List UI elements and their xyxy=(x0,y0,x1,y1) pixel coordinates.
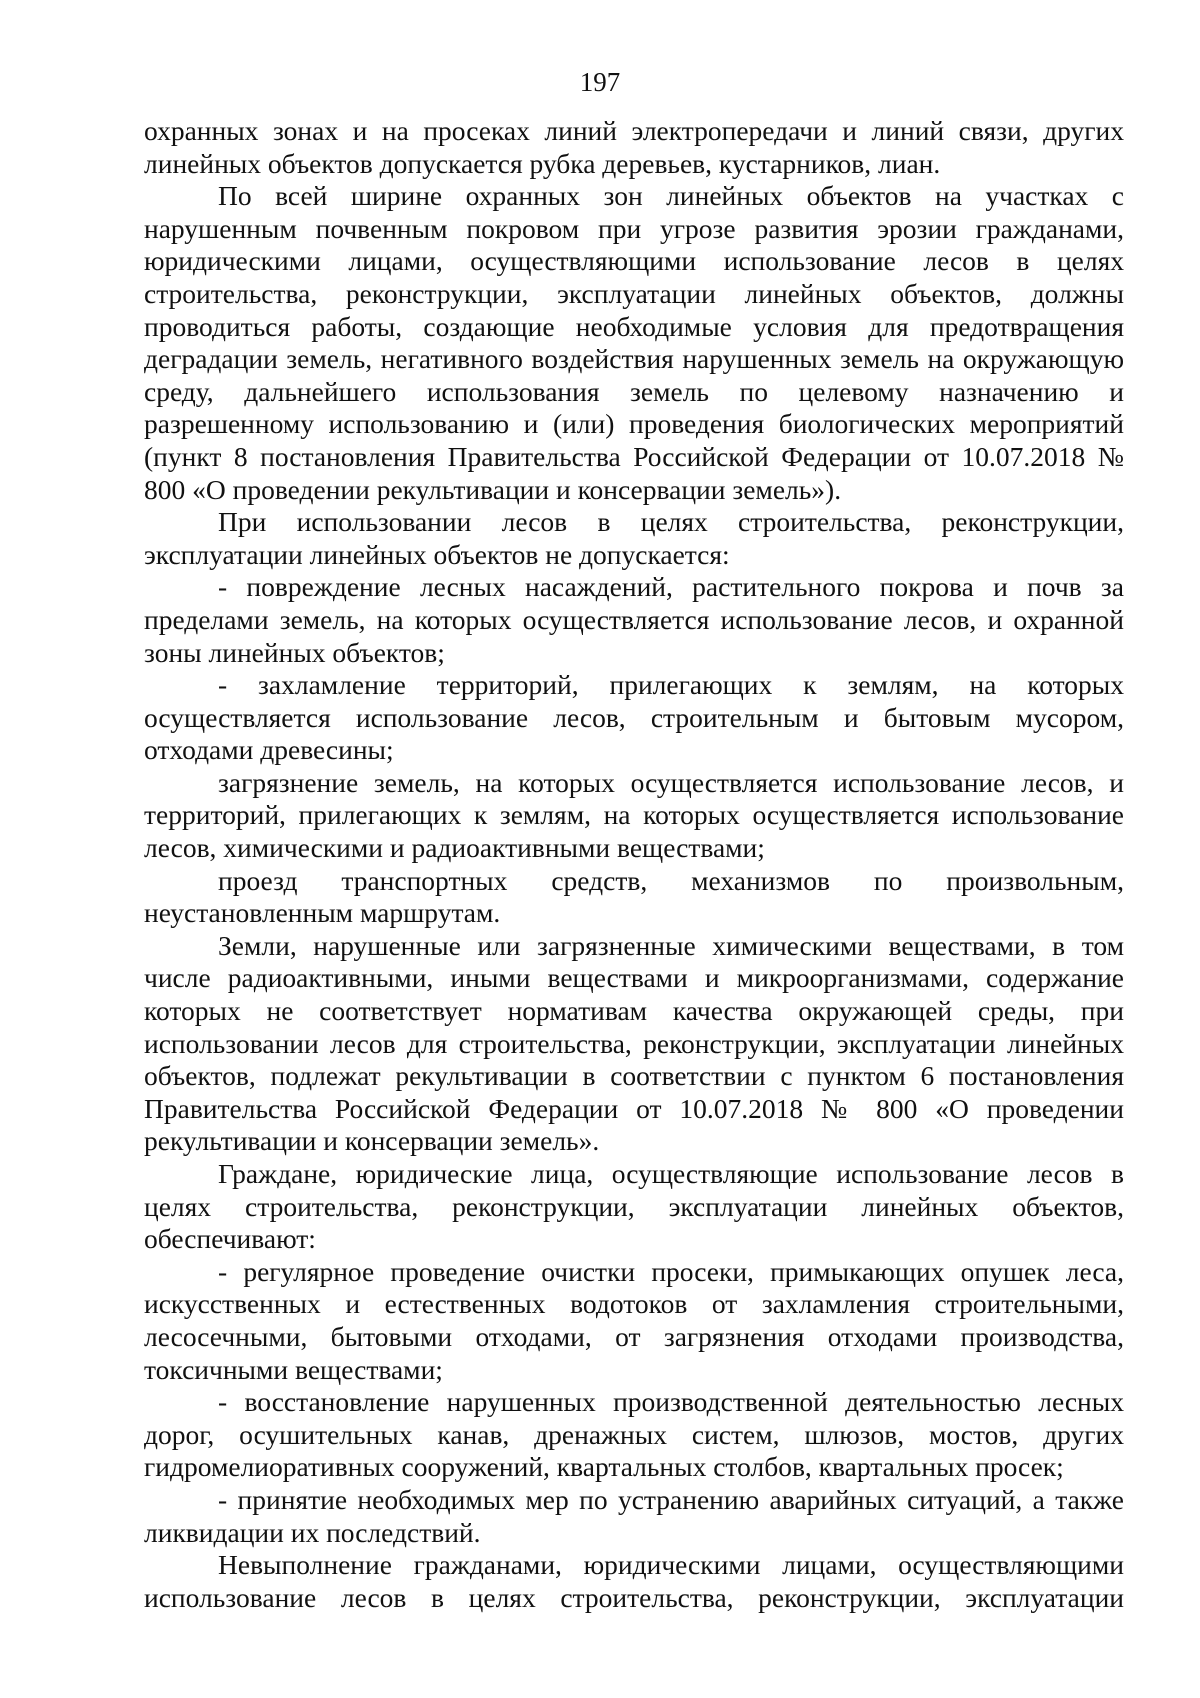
paragraph-11: - восстановление нарушенных производственной деятельностью лесных дорог, осушительных канав, дренажных систем, шлюзов, мостов, других гидромелиоративных сооружений, квартальных столбов, квартальных просек; xyxy=(144,1386,1124,1483)
paragraph-9: Граждане, юридические лица, осуществляющие использование лесов в целях строительства, реконструкции, эксплуатации линейных объектов, обеспечивают: xyxy=(144,1158,1124,1255)
paragraph-12: - принятие необходимых мер по устранению аварийных ситуаций, а также ликвидации их последствий. xyxy=(144,1483,1124,1548)
paragraph-1: охранных зонах и на просеках линий электропередачи и линий связи, других линейных объектов допускается рубка деревьев, кустарников, лиан. xyxy=(144,115,1124,179)
document-body xyxy=(144,115,1124,1614)
paragraph-4: - повреждение лесных насаждений, растительного покрова и почв за пределами земель, на которых осуществляется использование лесов, и охранной зоны линейных объектов; xyxy=(144,571,1124,668)
paragraph-13: Невыполнение гражданами, юридическими лицами, осуществляющими использование лесов в целях строительства, реконструкции, эксплуатации xyxy=(144,1549,1124,1613)
paragraph-8: Земли, нарушенные или загрязненные химическими веществами, в том числе радиоактивными, иными веществами и микроорганизмами, содержание которых не соответствует нормативам качества окружающей среды, при использовании лесов для строительства, реконструкции, эксплуатации линейных объектов, подлежат рекультивации в соответствии с пунктом 6 постановления Правительства Российской Федерации от 10.07.2018 № 800 «О проведении рекультивации и консервации земель». xyxy=(144,929,1124,1157)
paragraph-10: - регулярное проведение очистки просеки, примыкающих опушек леса, искусственных и естественных водотоков от захламления строительными, лесосечными, бытовыми отходами, от загрязнения отходами производства, токсичными веществами; xyxy=(144,1255,1124,1385)
paragraph-5: - захламление территорий, прилегающих к землям, на которых осуществляется использование лесов, строительным и бытовым мусором, отходами древесины; xyxy=(144,669,1124,766)
paragraph-6: загрязнение земель, на которых осуществляется использование лесов, и территорий, прилегающих к землям, на которых осуществляется использование лесов, химическими и радиоактивными веществами; xyxy=(144,766,1124,864)
paragraph-2: По всей ширине охранных зон линейных объектов на участках с нарушенным почвенным покровом при угрозе развития эрозии гражданами, юридическими лицами, осуществляющими использование лесов в целях строительства, реконструкции, эксплуатации линейных объектов, должны проводиться работы, создающие необходимые условия для предотвращения деградации земель, негативного воздействия нарушенных земель на окружающую среду, дальнейшего использования земель по целевому назначению и разрешенному использованию и (или) проведения биологических мероприятий (пункт 8 постановления Правительства Российской Федерации от 10.07.2018 № 800 «О проведении рекультивации и консервации земель»). xyxy=(144,180,1124,505)
paragraph-3: При использовании лесов в целях строительства, реконструкции, эксплуатации линейных объектов не допускается: xyxy=(144,506,1124,570)
page-number: 197 xyxy=(579,67,621,97)
paragraph-7: проезд транспортных средств, механизмов по произвольным, неустановленным маршрутам. xyxy=(144,864,1124,929)
